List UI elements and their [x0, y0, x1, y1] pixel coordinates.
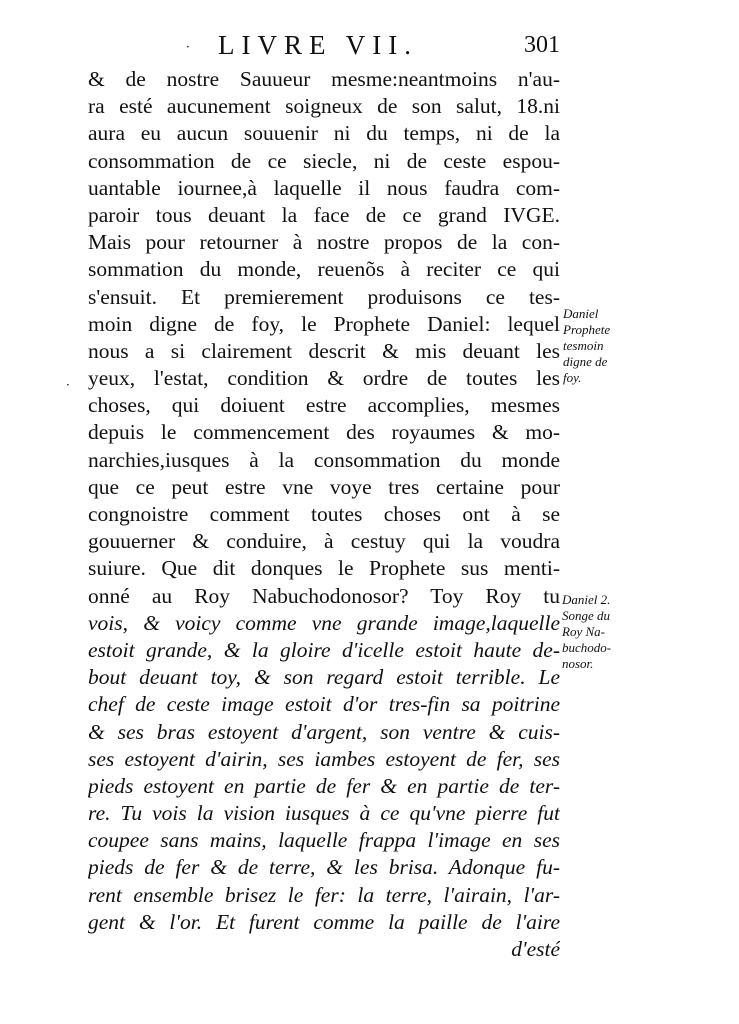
text-line: narchies,iusques à la consommation du monde	[88, 447, 560, 472]
main-text-block	[88, 66, 560, 963]
text-line: coupee sans mains, laquelle frappa l'image en ses	[88, 828, 560, 853]
text-line: onné au Roy Nabuchodonosor? Toy Roy tu	[88, 583, 560, 608]
text-line: uantable iournee,à laquelle il nous faudra com-	[88, 175, 560, 200]
text-line: paroir tous deuant la face de ce grand IVGE.	[88, 202, 560, 227]
margin-note-line: nosor.	[562, 656, 594, 671]
page-number: 301	[524, 32, 560, 58]
text-line: chef de ceste image estoit d'or tres-fin sa poitrine	[88, 692, 560, 717]
text-line: gouuerner & conduire, à cestuy qui la voudra	[88, 529, 560, 554]
text-line: rent ensemble brisez le fer: la terre, l'airain, l'ar-	[88, 882, 560, 907]
text-line: Mais pour retourner à nostre propos de la con-	[88, 230, 560, 255]
text-line: consommation de ce siecle, ni de ceste espou-	[88, 148, 560, 173]
text-line: bout deuant toy, & son regard estoit terrible. Le	[88, 665, 560, 690]
text-line: depuis le commencement des royaumes & mo-	[88, 420, 560, 445]
margin-note-line: Roy Na-	[562, 624, 605, 639]
text-line: gent & l'or. Et furent comme la paille de l'aire	[88, 909, 560, 934]
text-line: & de nostre Sauueur mesme:neantmoins n'au-	[88, 67, 560, 91]
text-line: congnoistre comment toutes choses ont à se	[88, 502, 560, 526]
text-line: pieds de fer & de terre, & les brisa. Adonque fu-	[88, 855, 560, 880]
text-line: estoit grande, & la gloire d'icelle estoit haute de-	[88, 637, 560, 662]
page-header	[0, 30, 739, 60]
text-line: ra esté aucunement soigneux de son salut, 18.ni	[88, 94, 560, 119]
text-line: nous a si clairement descrit & mis deuant les	[88, 338, 560, 363]
margin-note-line: digne de	[563, 354, 608, 369]
text-line: moin digne de foy, le Prophete Daniel: lequel	[88, 311, 560, 336]
text-line: & ses bras estoyent d'argent, son ventre & cuis-	[88, 719, 560, 744]
margin-note-line: foy.	[563, 370, 582, 385]
text-line: choses, qui doiuent estre accomplies, mesmes	[88, 393, 560, 418]
text-line: vois, & voicy comme vne grande image,laquelle	[88, 610, 560, 635]
text-line: sommation du monde, reuenõs à reciter ce qui	[88, 257, 560, 282]
margin-note-line: buchodo-	[562, 640, 612, 655]
text-line: pieds estoyent en partie de fer & en partie de ter-	[88, 773, 560, 798]
text-line: re. Tu vois la vision iusques à ce qu'vne pierre fut	[88, 801, 560, 826]
text-line: s'ensuit. Et premierement produisons ce tes-	[88, 284, 560, 309]
ink-speck: ·	[66, 378, 70, 392]
text-line: d'esté	[511, 937, 560, 961]
running-title: LIVRE VII.	[218, 30, 418, 60]
text-line: ses estoyent d'airin, ses iambes estoyent de fer, ses	[88, 746, 560, 771]
margin-note-line: tesmoin	[563, 338, 604, 353]
margin-note-line: Daniel 2.	[562, 592, 611, 607]
text-line: aura eu aucun souuenir ni du temps, ni de la	[88, 121, 560, 146]
text-line: yeux, l'estat, condition & ordre de toutes les	[88, 366, 560, 391]
text-line: que ce peut estre vne voye tres certaine pour	[88, 474, 560, 499]
margin-note-line: Prophete	[563, 322, 611, 337]
margin-note-line: Songe du	[562, 608, 611, 623]
ink-speck: ·	[186, 40, 190, 54]
margin-note-line: Daniel	[563, 306, 599, 321]
margin-note-daniel-prophete	[563, 306, 610, 386]
text-line: suiure. Que dit donques le Prophete sus menti-	[88, 556, 560, 581]
margin-note-daniel-2	[562, 592, 611, 672]
